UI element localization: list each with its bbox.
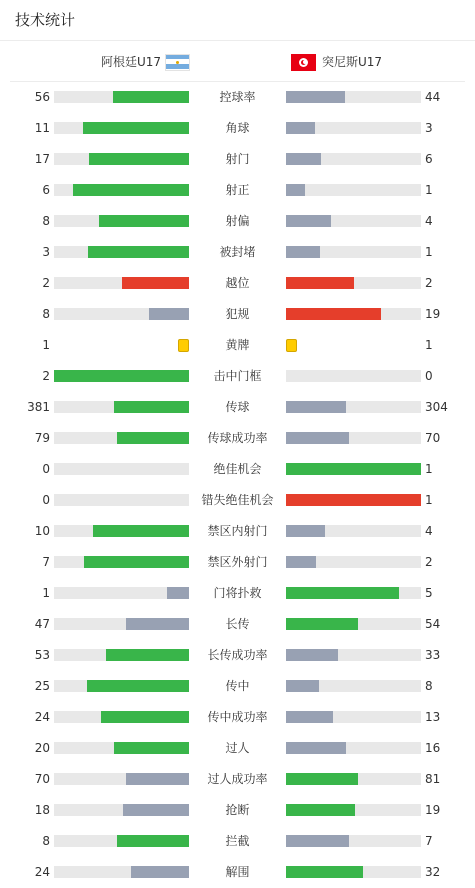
yellow-card-icon (178, 339, 189, 352)
argentina-flag-icon (165, 54, 190, 71)
home-bar-fill (114, 742, 189, 754)
away-value: 54 (425, 617, 441, 631)
away-bar-track (286, 587, 421, 599)
home-bar-fill (88, 246, 189, 258)
away-bar-track (286, 835, 421, 847)
stat-label: 越位 (225, 276, 250, 290)
away-bar-track (286, 246, 421, 258)
away-bar-fill (286, 680, 319, 692)
home-value: 70 (34, 772, 50, 786)
away-value: 3 (425, 121, 433, 135)
teams-row (10, 41, 465, 82)
away-bar-track (286, 773, 421, 785)
away-value: 81 (425, 772, 441, 786)
home-bar-track (54, 680, 189, 692)
home-bar-fill (101, 711, 189, 723)
away-value: 2 (425, 276, 433, 290)
stat-row (0, 733, 475, 764)
home-value: 10 (34, 524, 50, 538)
stat-row (0, 485, 475, 516)
stat-label: 被封堵 (219, 245, 256, 259)
home-team (101, 52, 190, 72)
home-value: 8 (42, 307, 50, 321)
away-bar-fill (286, 246, 320, 258)
home-bar-fill (123, 804, 189, 816)
stat-row (0, 826, 475, 857)
away-value: 1 (425, 462, 433, 476)
stat-row (0, 268, 475, 299)
home-bar-fill (149, 308, 189, 320)
home-value: 25 (34, 679, 50, 693)
away-value: 2 (425, 555, 433, 569)
away-bar-track (286, 866, 421, 878)
stat-label: 抢断 (225, 803, 250, 817)
home-bar-track (54, 804, 189, 816)
yellow-card-icon (286, 339, 297, 352)
home-value: 1 (42, 586, 50, 600)
away-value: 1 (425, 338, 433, 352)
home-bar-fill (99, 215, 189, 227)
home-bar-track (54, 308, 189, 320)
stat-row (0, 206, 475, 237)
home-bar-track (54, 277, 189, 289)
home-bar-fill (83, 122, 189, 134)
away-value: 19 (425, 307, 441, 321)
stats-header (0, 0, 475, 41)
home-value: 0 (42, 493, 50, 507)
away-bar-fill (286, 866, 363, 878)
home-bar-fill (54, 370, 189, 382)
away-bar-fill (286, 308, 381, 320)
away-bar-fill (286, 401, 346, 413)
home-bar-fill (89, 153, 189, 165)
home-bar-track (54, 494, 189, 506)
away-value: 5 (425, 586, 433, 600)
home-value: 8 (42, 214, 50, 228)
stat-label: 过人成功率 (207, 772, 268, 786)
away-bar-fill (286, 494, 421, 506)
page-title: 技术统计 (15, 11, 76, 29)
away-bar-track (286, 556, 421, 568)
away-value: 1 (425, 245, 433, 259)
home-bar-fill (117, 835, 189, 847)
stat-label: 门将扑救 (213, 586, 262, 600)
home-bar-track (54, 835, 189, 847)
away-value: 32 (425, 865, 441, 879)
home-value: 79 (34, 431, 50, 445)
home-bar-track (54, 866, 189, 878)
stat-label: 击中门框 (213, 369, 262, 383)
stat-label: 解围 (225, 865, 250, 879)
away-value: 4 (425, 214, 433, 228)
home-bar-track (54, 742, 189, 754)
stat-row (0, 609, 475, 640)
away-value: 8 (425, 679, 433, 693)
away-bar-track (286, 277, 421, 289)
stat-row (0, 795, 475, 826)
home-bar-track (54, 711, 189, 723)
away-team-name: 突尼斯U17 (322, 55, 383, 69)
home-bar-fill (126, 773, 189, 785)
away-bar-fill (286, 804, 355, 816)
away-bar-fill (286, 277, 354, 289)
home-bar-fill (126, 618, 189, 630)
stat-row (0, 330, 475, 361)
home-bar-fill (106, 649, 189, 661)
away-bar-track (286, 742, 421, 754)
home-bar-track (54, 91, 189, 103)
home-bar-track (54, 463, 189, 475)
tunisia-flag-icon (291, 54, 316, 71)
home-value: 18 (34, 803, 50, 817)
away-value: 4 (425, 524, 433, 538)
away-bar-track (286, 649, 421, 661)
home-value: 381 (27, 400, 50, 414)
away-bar-fill (286, 463, 421, 475)
away-bar-track (286, 308, 421, 320)
away-bar-fill (286, 649, 338, 661)
away-bar-fill (286, 432, 349, 444)
home-value: 53 (34, 648, 50, 662)
away-value: 19 (425, 803, 441, 817)
away-bar-track (286, 91, 421, 103)
away-value: 1 (425, 183, 433, 197)
home-value: 11 (34, 121, 50, 135)
stat-label: 射正 (225, 183, 250, 197)
stats-list (0, 82, 475, 888)
home-value: 2 (42, 369, 50, 383)
home-bar-track (54, 432, 189, 444)
home-bar-track (54, 246, 189, 258)
away-bar-fill (286, 122, 315, 134)
stat-label: 过人 (225, 741, 250, 755)
home-bar-fill (93, 525, 189, 537)
away-bar-fill (286, 525, 325, 537)
stat-row (0, 764, 475, 795)
away-bar-track (286, 122, 421, 134)
home-team-name: 阿根廷U17 (100, 55, 161, 69)
away-bar-track (286, 804, 421, 816)
stat-row (0, 361, 475, 392)
away-bar-track (286, 153, 421, 165)
stat-label: 射门 (225, 152, 250, 166)
home-value: 2 (42, 276, 50, 290)
home-bar-fill (84, 556, 189, 568)
home-value: 1 (42, 338, 50, 352)
stat-label: 拦截 (225, 834, 250, 848)
away-bar-fill (286, 711, 333, 723)
away-bar-track (286, 463, 421, 475)
away-value: 0 (425, 369, 433, 383)
stat-row (0, 299, 475, 330)
stat-label: 角球 (225, 121, 250, 135)
home-bar-fill (131, 866, 189, 878)
home-bar-fill (87, 680, 189, 692)
home-bar-fill (122, 277, 190, 289)
away-bar-track (286, 525, 421, 537)
home-value: 6 (42, 183, 50, 197)
stat-row (0, 547, 475, 578)
stat-row (0, 237, 475, 268)
away-bar-fill (286, 91, 345, 103)
stat-row (0, 516, 475, 547)
stat-label: 传球 (225, 400, 250, 414)
away-bar-track (286, 184, 421, 196)
away-bar-fill (286, 556, 316, 568)
stat-label: 禁区外射门 (207, 555, 268, 569)
away-bar-fill (286, 215, 331, 227)
stat-label: 传球成功率 (207, 431, 268, 445)
stat-label: 控球率 (219, 90, 256, 104)
stat-label: 禁区内射门 (207, 524, 268, 538)
home-value: 47 (34, 617, 50, 631)
away-bar-track (286, 494, 421, 506)
home-value: 3 (42, 245, 50, 259)
stat-label: 黄牌 (225, 338, 250, 352)
home-bar-fill (113, 91, 189, 103)
home-bar-track (54, 153, 189, 165)
away-bar-track (286, 680, 421, 692)
home-bar-track (54, 215, 189, 227)
away-value: 1 (425, 493, 433, 507)
away-bar-fill (286, 618, 358, 630)
away-value: 70 (425, 431, 441, 445)
home-value: 56 (34, 90, 50, 104)
home-bar-track (54, 587, 189, 599)
home-bar-fill (167, 587, 190, 599)
home-value: 20 (34, 741, 50, 755)
stat-row (0, 578, 475, 609)
stat-row (0, 857, 475, 888)
away-value: 304 (425, 400, 448, 414)
home-value: 24 (34, 865, 50, 879)
away-bar-track (286, 711, 421, 723)
away-bar-track (286, 401, 421, 413)
home-bar-track (54, 184, 189, 196)
home-value: 8 (42, 834, 50, 848)
away-value: 16 (425, 741, 441, 755)
stat-label: 犯规 (225, 307, 250, 321)
away-bar-fill (286, 773, 358, 785)
home-value: 17 (34, 152, 50, 166)
home-bar-track (54, 525, 189, 537)
stat-row (0, 640, 475, 671)
stat-label: 绝佳机会 (213, 462, 262, 476)
stat-row (0, 423, 475, 454)
stat-label: 传中成功率 (207, 710, 268, 724)
away-value: 6 (425, 152, 433, 166)
away-bar-track (286, 618, 421, 630)
stat-label: 错失绝佳机会 (201, 493, 274, 507)
home-value: 0 (42, 462, 50, 476)
stat-row (0, 702, 475, 733)
home-bar-track (54, 556, 189, 568)
home-bar-fill (114, 401, 189, 413)
away-bar-fill (286, 742, 346, 754)
away-bar-track (286, 432, 421, 444)
home-bar-fill (117, 432, 189, 444)
away-bar-fill (286, 184, 305, 196)
away-value: 13 (425, 710, 441, 724)
away-bar-fill (286, 835, 349, 847)
stat-row (0, 144, 475, 175)
home-bar-fill (73, 184, 189, 196)
stat-row (0, 82, 475, 113)
stat-row (0, 671, 475, 702)
away-value: 44 (425, 90, 441, 104)
away-bar-fill (286, 153, 321, 165)
away-value: 33 (425, 648, 441, 662)
stat-label: 长传成功率 (207, 648, 268, 662)
stat-label: 传中 (225, 679, 250, 693)
home-bar-track (54, 773, 189, 785)
home-bar-track (54, 122, 189, 134)
stat-row (0, 392, 475, 423)
stat-row (0, 454, 475, 485)
stat-row (0, 175, 475, 206)
home-value: 7 (42, 555, 50, 569)
stat-label: 长传 (225, 617, 250, 631)
home-bar-track (54, 370, 189, 382)
away-bar-track (286, 370, 421, 382)
stat-label: 射偏 (225, 214, 250, 228)
away-bar-track (286, 215, 421, 227)
away-bar-fill (286, 587, 399, 599)
away-value: 7 (425, 834, 433, 848)
away-team (291, 52, 382, 72)
home-bar-track (54, 401, 189, 413)
home-bar-track (54, 649, 189, 661)
home-bar-track (54, 618, 189, 630)
stat-row (0, 113, 475, 144)
home-value: 24 (34, 710, 50, 724)
